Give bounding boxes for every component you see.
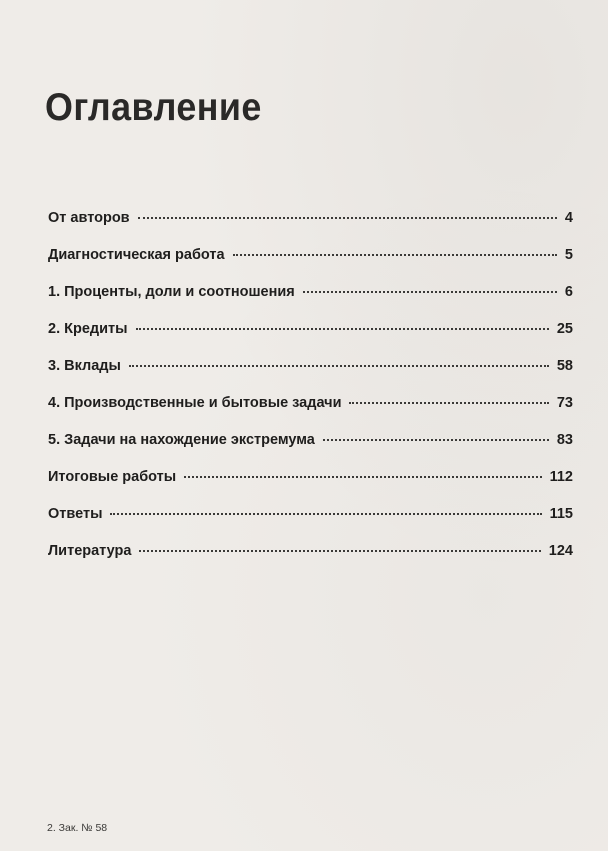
toc-entry-page: 112 xyxy=(549,469,573,485)
page-footer-signature: 2. Зак. № 58 xyxy=(47,822,108,834)
toc-dot-leader xyxy=(129,365,549,367)
toc-entry-title: Итоговые работы xyxy=(48,469,177,485)
toc-entry-page: 73 xyxy=(556,395,573,411)
toc-entry-chapter-4 xyxy=(48,395,573,432)
toc-entry-page: 115 xyxy=(549,506,573,522)
toc-entry-title: 3. Вклады xyxy=(48,358,121,374)
table-of-contents xyxy=(48,210,573,580)
toc-dot-leader xyxy=(138,217,557,219)
toc-entry-title: От авторов xyxy=(48,210,130,226)
toc-dot-leader xyxy=(303,291,557,293)
toc-dot-leader xyxy=(349,402,548,404)
toc-entry-page: 6 xyxy=(564,284,573,300)
toc-entry-page: 4 xyxy=(564,210,573,226)
toc-entry-page: 25 xyxy=(556,321,573,337)
toc-entry-authors xyxy=(48,210,573,247)
toc-entry-title: 2. Кредиты xyxy=(48,321,128,337)
toc-entry-chapter-3 xyxy=(48,358,573,395)
toc-entry-title: Диагностическая работа xyxy=(48,247,225,263)
toc-entry-page: 58 xyxy=(556,358,573,374)
toc-entry-literature xyxy=(48,543,573,580)
toc-entry-title: 4. Производственные и бытовые задачи xyxy=(48,395,342,411)
toc-entry-chapter-2 xyxy=(48,321,573,358)
page-title: Оглавление xyxy=(45,86,262,129)
toc-entry-page: 5 xyxy=(564,247,573,263)
toc-dot-leader xyxy=(110,513,541,515)
toc-entry-chapter-5 xyxy=(48,432,573,469)
toc-dot-leader xyxy=(136,328,549,330)
toc-entry-answers xyxy=(48,506,573,543)
toc-entry-title: 5. Задачи на нахождение экстремума xyxy=(48,432,315,448)
toc-dot-leader xyxy=(233,254,557,256)
toc-entry-page: 83 xyxy=(556,432,573,448)
toc-dot-leader xyxy=(323,439,549,441)
toc-entry-page: 124 xyxy=(548,543,573,559)
toc-entry-final-works xyxy=(48,469,573,506)
toc-entry-title: 1. Проценты, доли и соотношения xyxy=(48,284,295,300)
toc-entry-chapter-1 xyxy=(48,284,573,321)
toc-dot-leader xyxy=(184,476,541,478)
toc-dot-leader xyxy=(139,550,540,552)
toc-entry-title: Литература xyxy=(48,543,132,559)
toc-entry-title: Ответы xyxy=(48,506,103,522)
toc-entry-diagnostic xyxy=(48,247,573,284)
